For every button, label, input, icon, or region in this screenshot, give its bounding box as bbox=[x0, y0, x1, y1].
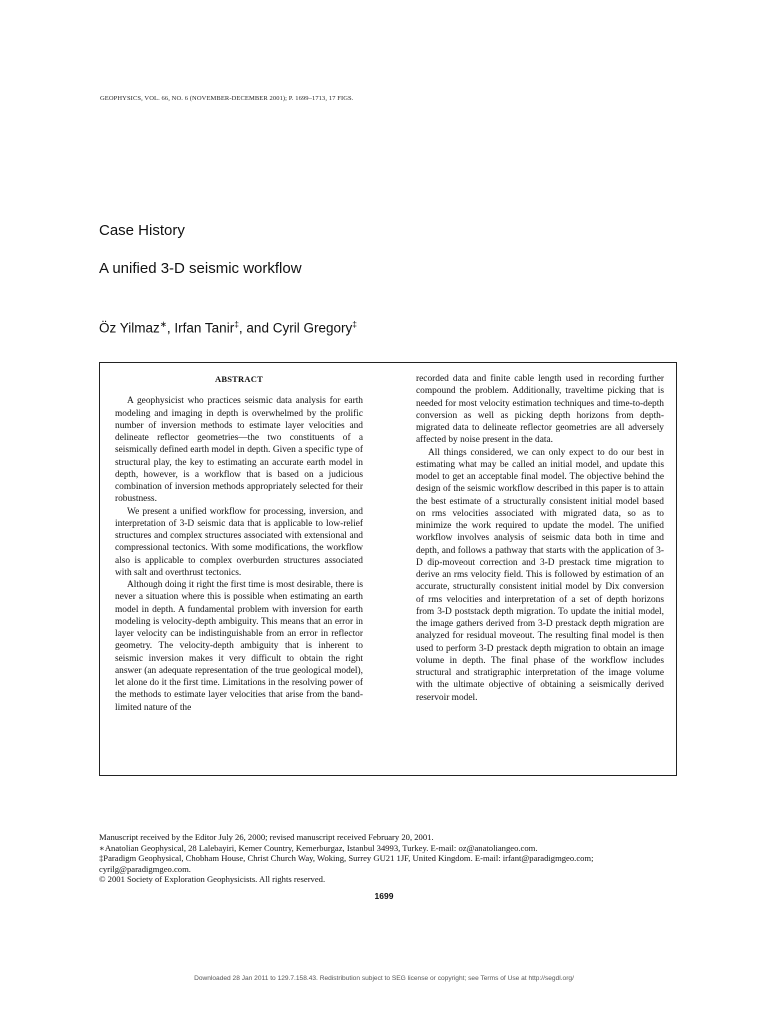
abstract-right-column bbox=[416, 373, 664, 704]
article-title: A unified 3-D seismic workflow bbox=[99, 260, 302, 277]
abstract-paragraph: Although doing it right the first time is most desirable, there is never a situation where this is possible when estimating an earth model in depth. A fundamental problem with inversion for earth modeling is velocity-depth ambiguity. This means that an error in layer velocity can be indistinguishable from an error in reflector geometry. The velocity-depth ambiguity that is inherent to seismic inversion makes it very difficult to obtain the right answer (an adequate representation of the true geological model), let alone do it the first time. Limitations in the resolving power of the methods to estimate layer velocities that arise from the band-limited nature of the bbox=[115, 580, 363, 713]
footnote-affiliation: ∗Anatolian Geophysical, 28 Lalebayiri, Kemer Country, Kemerburgaz, Istanbul 34993, Turkey. E-mail: oz@anatoliangeo.com. bbox=[99, 842, 538, 853]
abstract-left-column bbox=[115, 373, 363, 714]
journal-header: GEOPHYSICS, VOL. 66, NO. 6 (NOVEMBER-DECEMBER 2001); P. 1699–1713, 17 FIGS. bbox=[100, 95, 354, 102]
abstract-box bbox=[99, 362, 677, 776]
author-name: Cyril Gregory bbox=[272, 320, 353, 336]
abstract-paragraph: We present a unified workflow for processing, inversion, and interpretation of 3-D seismic data that is applicable to low-relief structures and complex structures associated with extensional and compressional tectonics. With some modifications, the workflow also is applicable to complex overburden structures associated with salt and overthrust tectonics. bbox=[115, 506, 363, 578]
abstract-paragraph: A geophysicist who practices seismic data analysis for earth modeling and imaging in depth is overwhelmed by the prolific number of inversion methods to estimate layer velocities and delineate reflector geometries—the two constituents of a seismically defined earth model in depth. Given a specific type of structural play, the key to estimating an accurate earth model in depth, however, is a workflow that is based on a judicious combination of inversion methods appropriately selected for their robustness. bbox=[115, 396, 363, 505]
section-label: Case History bbox=[99, 222, 185, 239]
abstract-paragraph: recorded data and finite cable length used in recording further compound the problem. Additionally, traveltime picking that is needed for most velocity estimation techniques and time-to-depth conversion as well as picking depth horizons from depth-migrated data to delineate reflector geometries are all adversely affected by noise present in the data. bbox=[416, 374, 664, 446]
footnotes bbox=[99, 832, 681, 885]
author-mark: ‡ bbox=[234, 319, 239, 329]
author-separator: , and bbox=[238, 320, 273, 336]
footnote-copyright: © 2001 Society of Exploration Geophysicists. All rights reserved. bbox=[99, 874, 326, 885]
author-name: Öz Yilmaz bbox=[99, 320, 160, 336]
abstract-paragraph: All things considered, we can only expect to do our best in estimating what may be called an initial model, and update this model to get an acceptable final model. The objective behind the design of the seismic workflow described in this paper is to attain the best estimate of a structurally consistent initial model based on rms velocities associated with migrated data, so as to minimize the work required to update the model. The unified workflow involves analysis of seismic data both in time and depth, and follows a pathway that starts with the application of 3-D dip-moveout correction and 3-D prestack time migration to derive an rms velocity field. This is followed by estimation of an accurate, structurally consistent initial model by Dix conversion of rms velocities and interpretation of a set of depth horizons from 3-D poststack depth migration. To update the initial model, the image gathers derived from 3-D prestack depth migration are analyzed for residual moveout. The resulting final model is then used to perform 3-D prestack depth migration to obtain an image volume in depth. The final phase of the workflow includes structural and stratigraphic interpretation of the image volume with the ultimate objective of obtaining a seismically derived reservoir model. bbox=[416, 447, 664, 703]
footnote-affiliation: ‡Paradigm Geophysical, Chobham House, Christ Church Way, Woking, Surrey GU21 1JF, United Kingdom. E-mail: irfant@paradigmgeo.com; cyrilg@paradigmgeo.com. bbox=[99, 853, 594, 874]
author-mark: ‡ bbox=[352, 319, 357, 329]
author-separator: , bbox=[166, 320, 175, 336]
abstract-heading: ABSTRACT bbox=[215, 374, 263, 384]
footnote-manuscript: Manuscript received by the Editor July 26, 2000; revised manuscript received February 20, 2001. bbox=[99, 832, 434, 842]
download-notice: Downloaded 28 Jan 2011 to 129.7.158.43. Redistribution subject to SEG license or copyright; see Terms of Use at http://segdl.org/ bbox=[194, 975, 574, 982]
author-name: Irfan Tanir bbox=[174, 320, 235, 336]
author-mark: ∗ bbox=[159, 319, 167, 329]
author-list bbox=[99, 319, 357, 336]
page-number: 1699 bbox=[374, 891, 394, 901]
